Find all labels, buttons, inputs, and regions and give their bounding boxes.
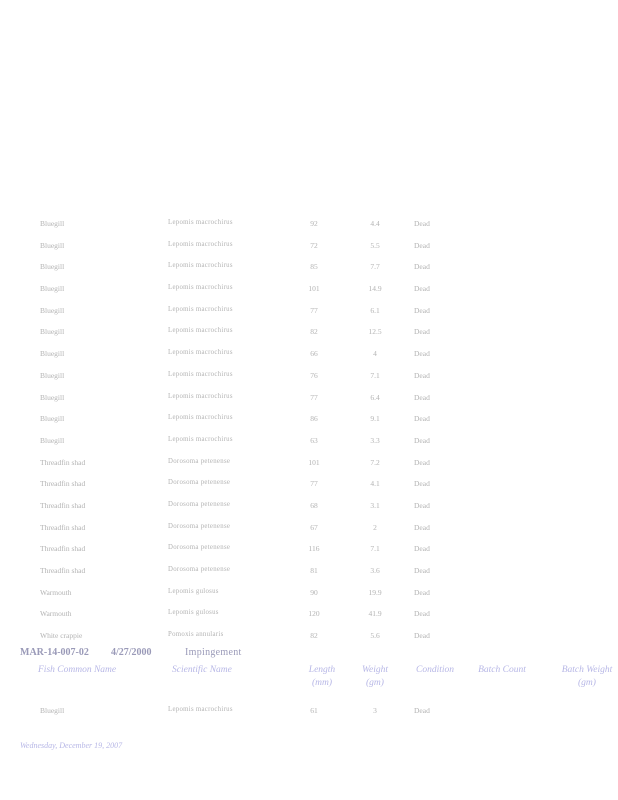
- cell-common-name: Threadfin shad: [40, 566, 86, 575]
- cell-common-name: Bluegill: [40, 370, 65, 380]
- table-row: [0, 453, 618, 475]
- table-row: [0, 409, 618, 431]
- cell-scientific-name: Dorosoma petenense: [168, 500, 231, 508]
- cell-weight: 3.1: [370, 500, 380, 510]
- cell-condition: Dead: [414, 262, 430, 272]
- cell-condition: Dead: [414, 522, 430, 532]
- table-row: [0, 344, 618, 366]
- cell-length: 61: [310, 706, 318, 715]
- cell-condition: Dead: [414, 544, 430, 554]
- cell-common-name: Threadfin shad: [40, 457, 86, 467]
- cell-length: 63: [310, 435, 318, 445]
- table-row: [0, 366, 618, 388]
- cell-length: 77: [310, 479, 318, 489]
- cell-common-name: Threadfin shad: [40, 500, 86, 510]
- cell-condition: Dead: [414, 706, 430, 715]
- cell-common-name: Bluegill: [40, 349, 65, 359]
- table-row: [0, 279, 618, 301]
- sample-date: 4/27/2000: [111, 647, 152, 658]
- cell-length: 68: [310, 500, 318, 510]
- cell-length: 82: [310, 327, 318, 337]
- table-row: [0, 496, 618, 518]
- cell-weight: 5.5: [370, 240, 380, 250]
- cell-common-name: Threadfin shad: [40, 544, 86, 554]
- cell-scientific-name: Lepomis macrochirus: [168, 392, 233, 400]
- cell-scientific-name: Dorosoma petenense: [168, 544, 231, 552]
- table-row: [0, 604, 618, 626]
- cell-condition: Dead: [414, 392, 430, 402]
- cell-scientific-name: Lepomis macrochirus: [168, 284, 233, 292]
- cell-length: 76: [310, 370, 318, 380]
- cell-length: 92: [310, 219, 318, 228]
- cell-weight: 6.4: [370, 392, 380, 402]
- cell-condition: Dead: [414, 327, 430, 337]
- cell-condition: Dead: [414, 284, 430, 294]
- cell-common-name: Bluegill: [40, 219, 65, 228]
- header-scientific-name: Scientific Name: [172, 665, 232, 675]
- sample-id: MAR-14-007-02: [20, 647, 89, 658]
- cell-weight: 3.3: [370, 435, 380, 445]
- cell-length: 72: [310, 240, 318, 250]
- cell-common-name: Bluegill: [40, 240, 65, 250]
- cell-condition: Dead: [414, 370, 430, 380]
- cell-condition: Dead: [414, 609, 430, 619]
- cell-common-name: Bluegill: [40, 327, 65, 337]
- cell-condition: Dead: [414, 566, 430, 575]
- cell-scientific-name: Lepomis gulosus: [168, 609, 219, 617]
- cell-scientific-name: Dorosoma petenense: [168, 522, 231, 530]
- cell-scientific-name: Dorosoma petenense: [168, 457, 231, 465]
- cell-scientific-name: Dorosoma petenense: [168, 479, 231, 487]
- table-row: [0, 539, 618, 561]
- cell-condition: Dead: [414, 587, 430, 597]
- cell-length: 67: [310, 522, 318, 532]
- cell-common-name: Warmouth: [40, 587, 72, 597]
- cell-scientific-name: Lepomis macrochirus: [168, 349, 233, 357]
- cell-length: 77: [310, 305, 318, 315]
- table-row: [0, 301, 618, 323]
- cell-length: 116: [308, 544, 320, 554]
- table-row: [0, 561, 618, 583]
- header-condition: Condition: [415, 665, 454, 675]
- cell-weight: 2: [373, 522, 377, 532]
- cell-condition: Dead: [414, 457, 430, 467]
- cell-length: 101: [308, 284, 320, 294]
- cell-condition: Dead: [414, 219, 430, 228]
- cell-weight: 7.1: [370, 544, 380, 554]
- cell-scientific-name: Lepomis macrochirus: [168, 706, 233, 713]
- cell-scientific-name: Lepomis gulosus: [168, 587, 219, 595]
- cell-common-name: Bluegill: [40, 262, 65, 272]
- table-row: [0, 518, 618, 540]
- cell-condition: Dead: [414, 305, 430, 315]
- cell-length: 85: [310, 262, 318, 272]
- cell-weight: 9.1: [370, 414, 380, 424]
- cell-weight: 41.9: [368, 609, 382, 619]
- cell-weight: 5.6: [370, 631, 380, 641]
- cell-common-name: Bluegill: [40, 706, 65, 715]
- header-batch-count: Batch Count: [478, 665, 526, 675]
- cell-scientific-name: Dorosoma petenense: [168, 566, 231, 573]
- cell-length: 66: [310, 349, 318, 359]
- table-row: [0, 388, 618, 410]
- header-length: Length (mm): [308, 665, 336, 688]
- cell-length: 90: [310, 587, 318, 597]
- cell-weight: 4: [373, 349, 377, 359]
- header-weight: Weight (gm): [361, 665, 389, 688]
- cell-scientific-name: Lepomis macrochirus: [168, 370, 233, 378]
- cell-scientific-name: Lepomis macrochirus: [168, 240, 233, 248]
- table-row: [0, 626, 618, 648]
- cell-length: 77: [310, 392, 318, 402]
- cell-scientific-name: Lepomis macrochirus: [168, 327, 233, 335]
- cell-scientific-name: Lepomis macrochirus: [168, 219, 233, 226]
- cell-weight: 6.1: [370, 305, 380, 315]
- header-batch-weight: Batch Weight (gm): [561, 665, 613, 688]
- table-row: [0, 257, 618, 279]
- table-row: [0, 583, 618, 605]
- cell-common-name: Threadfin shad: [40, 522, 86, 532]
- cell-common-name: Bluegill: [40, 414, 65, 424]
- cell-scientific-name: Lepomis macrochirus: [168, 262, 233, 270]
- cell-common-name: Bluegill: [40, 435, 65, 445]
- sample-type: Impingement: [185, 647, 242, 658]
- header-common-name: Fish Common Name: [38, 665, 117, 675]
- cell-condition: Dead: [414, 240, 430, 250]
- cell-common-name: Bluegill: [40, 392, 65, 402]
- cell-condition: Dead: [414, 414, 430, 424]
- records-table: [0, 214, 618, 648]
- cell-common-name: White crappie: [40, 631, 83, 641]
- cell-weight: 7.7: [370, 262, 380, 272]
- cell-weight: 4.1: [370, 479, 380, 489]
- cell-weight: 4.4: [370, 219, 380, 228]
- cell-weight: 14.9: [368, 284, 382, 294]
- cell-common-name: Warmouth: [40, 609, 72, 619]
- cell-length: 81: [310, 566, 318, 575]
- cell-common-name: Bluegill: [40, 284, 65, 294]
- table-row: [0, 236, 618, 258]
- cell-condition: Dead: [414, 435, 430, 445]
- cell-common-name: Threadfin shad: [40, 479, 86, 489]
- cell-length: 86: [310, 414, 318, 424]
- cell-weight: 19.9: [368, 587, 382, 597]
- table-row: [0, 701, 618, 723]
- table-row: [0, 322, 618, 344]
- cell-length: 82: [310, 631, 318, 641]
- cell-condition: Dead: [414, 349, 430, 359]
- cell-weight: 12.5: [368, 327, 382, 337]
- report-date: Wednesday, December 19, 2007: [20, 741, 123, 750]
- cell-scientific-name: Lepomis macrochirus: [168, 305, 233, 313]
- column-headers: [0, 664, 618, 696]
- cell-length: 101: [308, 457, 320, 467]
- table-row: [0, 214, 618, 236]
- cell-condition: Dead: [414, 631, 430, 641]
- cell-condition: Dead: [414, 479, 430, 489]
- cell-weight: 3.6: [370, 566, 380, 575]
- table-row: [0, 431, 618, 453]
- cell-scientific-name: Pomoxis annularis: [168, 631, 224, 639]
- cell-length: 120: [308, 609, 320, 619]
- cell-common-name: Bluegill: [40, 305, 65, 315]
- cell-scientific-name: Lepomis macrochirus: [168, 414, 233, 422]
- cell-scientific-name: Lepomis macrochirus: [168, 435, 233, 443]
- cell-weight: 7.2: [370, 457, 380, 467]
- cell-weight: 3: [373, 706, 377, 715]
- cell-weight: 7.1: [370, 370, 380, 380]
- cell-condition: Dead: [414, 500, 430, 510]
- table-row: [0, 474, 618, 496]
